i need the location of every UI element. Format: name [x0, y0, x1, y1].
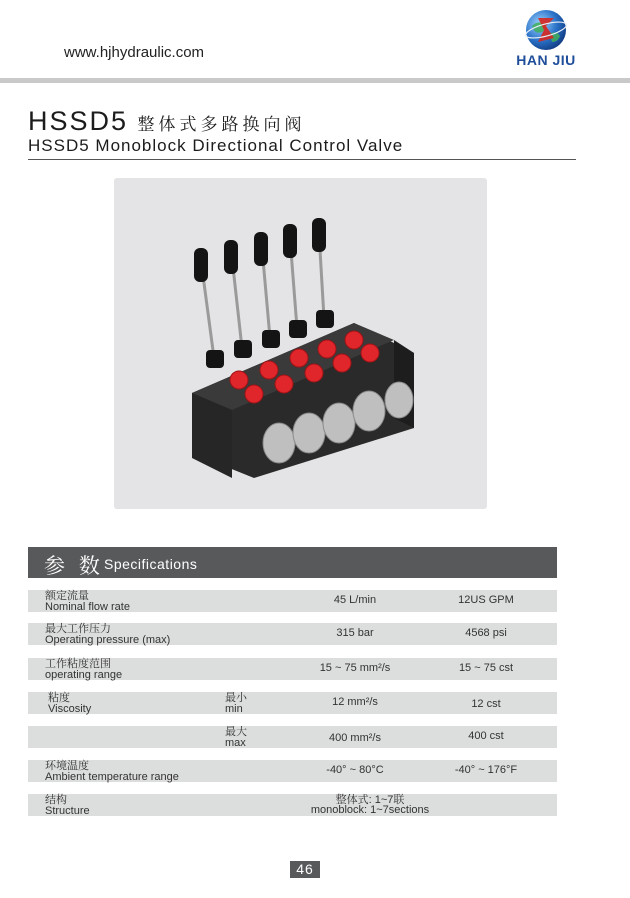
spec-row-pressure: [28, 623, 557, 645]
spec-row-temperature: [28, 760, 557, 782]
spec-value-en: monoblock: 1~7sections: [310, 804, 430, 816]
brand-name: HAN JIU: [516, 52, 576, 68]
spec-value-imperial: 4568 psi: [465, 627, 507, 639]
spec-sublabel-cn: 最大: [225, 726, 247, 738]
globe-logo-icon: [524, 8, 568, 52]
spec-label-cn: 结构: [45, 794, 67, 806]
spec-label-en: operating range: [45, 669, 123, 681]
spec-label-en: Viscosity: [48, 703, 92, 715]
spec-label-cn: 最大工作压力: [45, 623, 111, 635]
spec-value-metric: 400 mm²/s: [329, 732, 381, 744]
spec-label-en: Nominal flow rate: [45, 601, 130, 613]
website-url[interactable]: www.hjhydraulic.com: [64, 44, 205, 61]
model-name: HSSD5: [28, 106, 129, 136]
spec-row-flow: [28, 590, 557, 612]
spec-sublabel-en: min: [225, 703, 243, 715]
spec-row-viscosity-min: [28, 692, 557, 714]
spec-value-imperial: 15 ~ 75 cst: [458, 662, 514, 674]
spec-row-structure: [28, 794, 557, 816]
brand-logo: [510, 8, 582, 70]
title-english: HSSD5 Monoblock Directional Control Valve: [28, 136, 404, 155]
spec-label-cn: 粘度: [48, 692, 70, 704]
spec-label-cn: 环境温度: [45, 760, 89, 772]
spec-sublabel-cn: 最小: [225, 692, 247, 704]
spec-value-imperial: 400 cst: [468, 730, 504, 742]
spec-label-en: Structure: [45, 805, 90, 817]
spec-value-imperial: 12 cst: [471, 698, 501, 710]
spec-value-metric: 12 mm²/s: [332, 696, 378, 708]
spec-value-metric: -40° ~ 80°C: [326, 764, 384, 776]
spec-label-en: Ambient temperature range: [45, 771, 179, 783]
header-divider: [0, 78, 630, 83]
page-number: 46: [290, 861, 320, 878]
specifications-heading-en: Specifications: [104, 556, 198, 572]
specifications-header: [28, 547, 557, 578]
title-chinese: 整体式多路换向阀: [137, 115, 306, 134]
page-title: [28, 106, 306, 140]
spec-label-cn: 额定流量: [45, 590, 89, 602]
spec-value-metric: 45 L/min: [333, 594, 377, 606]
valve-image: [114, 178, 487, 509]
specifications-heading-cn: 参 数: [44, 555, 104, 578]
spec-row-operating-range: [28, 658, 557, 680]
spec-value-metric: 15 ~ 75 mm²/s: [319, 662, 391, 674]
spec-row-viscosity-max: [28, 726, 557, 748]
spec-label-en: Operating pressure (max): [45, 634, 171, 646]
product-photo: [114, 178, 487, 509]
spec-label-cn: 工作粘度范围: [45, 658, 111, 670]
spec-sublabel-en: max: [225, 737, 246, 749]
spec-value-metric: 315 bar: [336, 627, 374, 639]
spec-value-cn: 整体式: 1~7联: [335, 794, 405, 806]
spec-value-imperial: -40° ~ 176°F: [454, 764, 518, 776]
spec-value-imperial: 12US GPM: [458, 594, 514, 606]
title-divider: [28, 159, 576, 160]
